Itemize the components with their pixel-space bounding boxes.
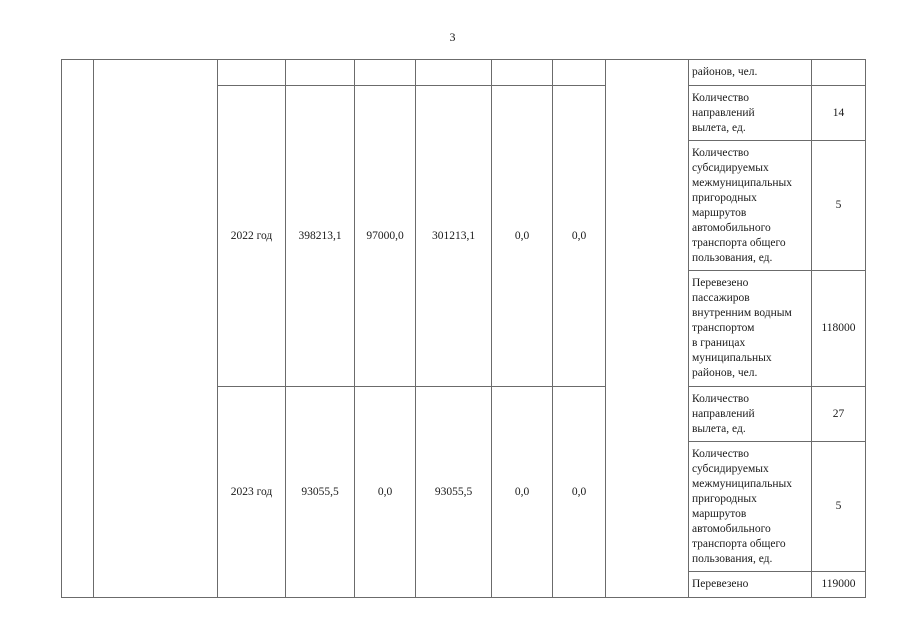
table-cell (553, 60, 606, 86)
program-table (61, 59, 866, 598)
table-cell (218, 60, 286, 86)
total-cell: 398213,1 (286, 86, 355, 387)
indicator-cell: Количество направлений вылета, ед. (689, 86, 812, 141)
total-cell: 93055,5 (286, 387, 355, 598)
table-cell (416, 60, 492, 86)
page-number: 3 (449, 30, 456, 44)
table-cell-number (62, 60, 94, 598)
amount-cell: 97000,0 (355, 86, 416, 387)
indicator-value: 118000 (812, 271, 866, 387)
indicator-value: 5 (812, 141, 866, 271)
table-cell (286, 60, 355, 86)
amount-cell: 0,0 (492, 86, 553, 387)
indicator-cell: районов, чел. (689, 60, 812, 86)
indicator-cell: Количество субсидируемых межмуниципальных пригородных маршрутов автомобильного транспорта общего пользования, ед. (689, 442, 812, 572)
table-cell-name (94, 60, 218, 598)
table-cell-executor (606, 60, 689, 598)
table-row (62, 60, 866, 86)
indicator-cell: Перевезено (689, 572, 812, 598)
table-cell (492, 60, 553, 86)
amount-cell: 0,0 (355, 387, 416, 598)
amount-cell: 0,0 (553, 387, 606, 598)
amount-cell: 93055,5 (416, 387, 492, 598)
amount-cell: 0,0 (553, 86, 606, 387)
indicator-cell: Количество направлений вылета, ед. (689, 387, 812, 442)
indicator-value (812, 60, 866, 86)
indicator-value: 27 (812, 387, 866, 442)
amount-cell: 0,0 (492, 387, 553, 598)
indicator-value: 5 (812, 442, 866, 572)
year-cell: 2022 год (218, 86, 286, 387)
amount-cell: 301213,1 (416, 86, 492, 387)
year-cell: 2023 год (218, 387, 286, 598)
table-cell (355, 60, 416, 86)
indicator-cell: Количество субсидируемых межмуниципальных пригородных маршрутов автомобильного транспорта общего пользования, ед. (689, 141, 812, 271)
indicator-cell: Перевезено пассажиров внутренним водным транспортом в границах муниципальных районов, чел. (689, 271, 812, 387)
indicator-value: 14 (812, 86, 866, 141)
indicator-value: 119000 (812, 572, 866, 598)
